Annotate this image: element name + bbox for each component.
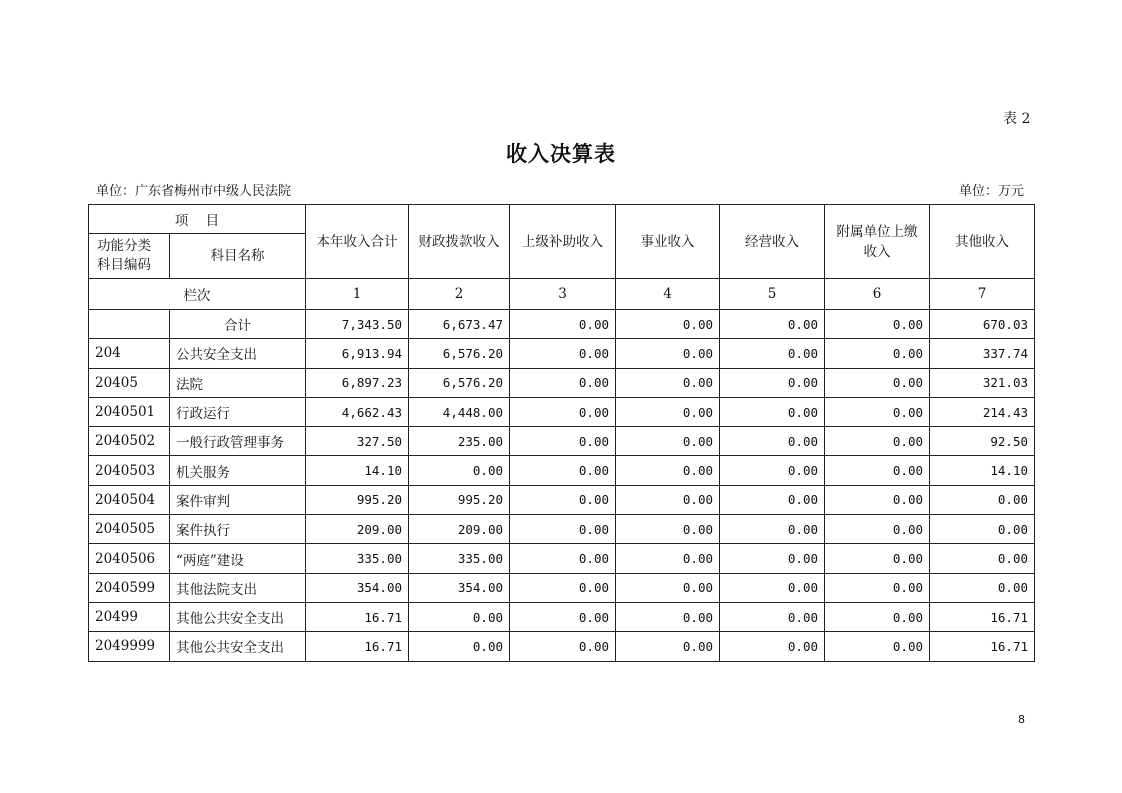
subject-name: 机关服务 — [170, 456, 306, 485]
amount-cell: 0.00 — [720, 573, 825, 602]
unit-currency: 单位：万元 — [959, 184, 1025, 199]
amount-cell: 321.03 — [930, 368, 1035, 397]
table-row — [89, 368, 1035, 397]
amount-cell: 0.00 — [720, 456, 825, 485]
amount-cell: 0.00 — [825, 573, 930, 602]
column-index: 3 — [510, 279, 616, 310]
subject-name: 一般行政管理事务 — [170, 427, 306, 456]
column-header-business-income: 事业收入 — [616, 205, 720, 279]
income-statement-table — [88, 204, 1035, 662]
amount-cell: 0.00 — [409, 632, 510, 661]
amount-cell: 0.00 — [720, 368, 825, 397]
amount-cell: 0.00 — [825, 544, 930, 573]
amount-cell: 16.71 — [930, 602, 1035, 631]
amount-cell: 235.00 — [409, 427, 510, 456]
amount-cell: 0.00 — [720, 427, 825, 456]
amount-cell: 16.71 — [306, 632, 409, 661]
total-value: 0.00 — [510, 310, 616, 339]
total-label: 合计 — [170, 310, 306, 339]
amount-cell: 0.00 — [616, 397, 720, 426]
page-title: 收入决算表 — [506, 141, 616, 166]
subject-code: 2040502 — [89, 427, 170, 456]
table-row — [89, 397, 1035, 426]
amount-cell: 0.00 — [616, 339, 720, 368]
amount-cell: 0.00 — [930, 544, 1035, 573]
column-index: 6 — [825, 279, 930, 310]
amount-cell: 0.00 — [616, 427, 720, 456]
subject-name: 其他法院支出 — [170, 573, 306, 602]
amount-cell: 0.00 — [825, 632, 930, 661]
amount-cell: 0.00 — [720, 397, 825, 426]
amount-cell: 6,576.20 — [409, 339, 510, 368]
amount-cell: 0.00 — [930, 485, 1035, 514]
column-header-operating-income: 经营收入 — [720, 205, 825, 279]
total-value: 6,673.47 — [409, 310, 510, 339]
amount-cell: 4,448.00 — [409, 397, 510, 426]
amount-cell: 0.00 — [510, 602, 616, 631]
index-label: 栏次 — [89, 279, 306, 310]
page-number: 8 — [1018, 713, 1025, 726]
amount-cell: 337.74 — [930, 339, 1035, 368]
amount-cell: 0.00 — [825, 515, 930, 544]
subject-code: 2040501 — [89, 397, 170, 426]
column-header-affiliated-units-income: 附属单位上缴收入 — [825, 205, 930, 279]
column-index: 2 — [409, 279, 510, 310]
amount-cell: 0.00 — [930, 573, 1035, 602]
amount-cell: 0.00 — [720, 632, 825, 661]
amount-cell: 0.00 — [510, 544, 616, 573]
amount-cell: 0.00 — [825, 456, 930, 485]
amount-cell: 0.00 — [616, 368, 720, 397]
table-row — [89, 602, 1035, 631]
subject-name: “两庭”建设 — [170, 544, 306, 573]
amount-cell: 0.00 — [409, 456, 510, 485]
column-index: 5 — [720, 279, 825, 310]
subject-name: 案件执行 — [170, 515, 306, 544]
table-row — [89, 485, 1035, 514]
table-tag: 表 2 — [1003, 111, 1031, 127]
amount-cell: 0.00 — [616, 515, 720, 544]
amount-cell: 0.00 — [616, 632, 720, 661]
subject-name: 其他公共安全支出 — [170, 602, 306, 631]
name-header: 科目名称 — [170, 234, 306, 279]
subject-code: 2040506 — [89, 544, 170, 573]
table-row — [89, 632, 1035, 661]
subject-code: 20405 — [89, 368, 170, 397]
amount-cell: 0.00 — [825, 602, 930, 631]
column-index: 7 — [930, 279, 1035, 310]
amount-cell: 0.00 — [720, 515, 825, 544]
subject-code: 2040503 — [89, 456, 170, 485]
subject-code: 2040599 — [89, 573, 170, 602]
total-value: 0.00 — [616, 310, 720, 339]
amount-cell: 995.20 — [306, 485, 409, 514]
amount-cell: 16.71 — [930, 632, 1035, 661]
amount-cell: 209.00 — [409, 515, 510, 544]
amount-cell: 0.00 — [720, 602, 825, 631]
column-header-superior-subsidy: 上级补助收入 — [510, 205, 616, 279]
subject-code: 2049999 — [89, 632, 170, 661]
amount-cell: 0.00 — [616, 602, 720, 631]
amount-cell: 0.00 — [720, 485, 825, 514]
amount-cell: 0.00 — [510, 397, 616, 426]
amount-cell: 6,897.23 — [306, 368, 409, 397]
amount-cell: 0.00 — [510, 573, 616, 602]
subject-name: 其他公共安全支出 — [170, 632, 306, 661]
amount-cell: 0.00 — [510, 368, 616, 397]
amount-cell: 0.00 — [616, 485, 720, 514]
total-row — [89, 310, 1035, 339]
amount-cell: 0.00 — [616, 573, 720, 602]
table-row — [89, 515, 1035, 544]
amount-cell: 0.00 — [510, 632, 616, 661]
amount-cell: 354.00 — [409, 573, 510, 602]
amount-cell: 6,576.20 — [409, 368, 510, 397]
amount-cell: 0.00 — [825, 397, 930, 426]
amount-cell: 0.00 — [825, 485, 930, 514]
table-row — [89, 339, 1035, 368]
amount-cell: 214.43 — [930, 397, 1035, 426]
amount-cell: 0.00 — [720, 544, 825, 573]
subject-name: 案件审判 — [170, 485, 306, 514]
table-row — [89, 544, 1035, 573]
amount-cell: 0.00 — [825, 339, 930, 368]
subject-name: 公共安全支出 — [170, 339, 306, 368]
amount-cell: 327.50 — [306, 427, 409, 456]
amount-cell: 0.00 — [510, 456, 616, 485]
amount-cell: 4,662.43 — [306, 397, 409, 426]
column-header-fiscal-appropriation: 财政拨款收入 — [409, 205, 510, 279]
subject-name: 行政运行 — [170, 397, 306, 426]
table-row — [89, 427, 1035, 456]
amount-cell: 209.00 — [306, 515, 409, 544]
subject-code: 2040504 — [89, 485, 170, 514]
table-row — [89, 456, 1035, 485]
amount-cell: 0.00 — [825, 427, 930, 456]
amount-cell: 16.71 — [306, 602, 409, 631]
amount-cell: 0.00 — [825, 368, 930, 397]
amount-cell: 0.00 — [510, 485, 616, 514]
amount-cell: 995.20 — [409, 485, 510, 514]
amount-cell: 0.00 — [409, 602, 510, 631]
amount-cell: 14.10 — [930, 456, 1035, 485]
total-value: 670.03 — [930, 310, 1035, 339]
total-value: 0.00 — [720, 310, 825, 339]
amount-cell: 0.00 — [510, 515, 616, 544]
subject-code: 2040505 — [89, 515, 170, 544]
column-index: 4 — [616, 279, 720, 310]
amount-cell: 92.50 — [930, 427, 1035, 456]
amount-cell: 335.00 — [409, 544, 510, 573]
amount-cell: 354.00 — [306, 573, 409, 602]
amount-cell: 0.00 — [510, 339, 616, 368]
total-code-cell — [89, 310, 170, 339]
code-header: 功能分类 科目编码 — [89, 234, 170, 279]
table-row — [89, 573, 1035, 602]
total-value: 7,343.50 — [306, 310, 409, 339]
unit-organization: 单位：广东省梅州市中级人民法院 — [96, 184, 292, 199]
amount-cell: 0.00 — [930, 515, 1035, 544]
column-header-other-income: 其他收入 — [930, 205, 1035, 279]
amount-cell: 0.00 — [720, 339, 825, 368]
amount-cell: 0.00 — [616, 544, 720, 573]
total-value: 0.00 — [825, 310, 930, 339]
amount-cell: 335.00 — [306, 544, 409, 573]
subject-name: 法院 — [170, 368, 306, 397]
subject-code: 204 — [89, 339, 170, 368]
amount-cell: 6,913.94 — [306, 339, 409, 368]
column-header-total-income: 本年收入合计 — [306, 205, 409, 279]
amount-cell: 14.10 — [306, 456, 409, 485]
amount-cell: 0.00 — [616, 456, 720, 485]
column-index: 1 — [306, 279, 409, 310]
amount-cell: 0.00 — [510, 427, 616, 456]
item-header: 项 目 — [89, 205, 306, 234]
subject-code: 20499 — [89, 602, 170, 631]
